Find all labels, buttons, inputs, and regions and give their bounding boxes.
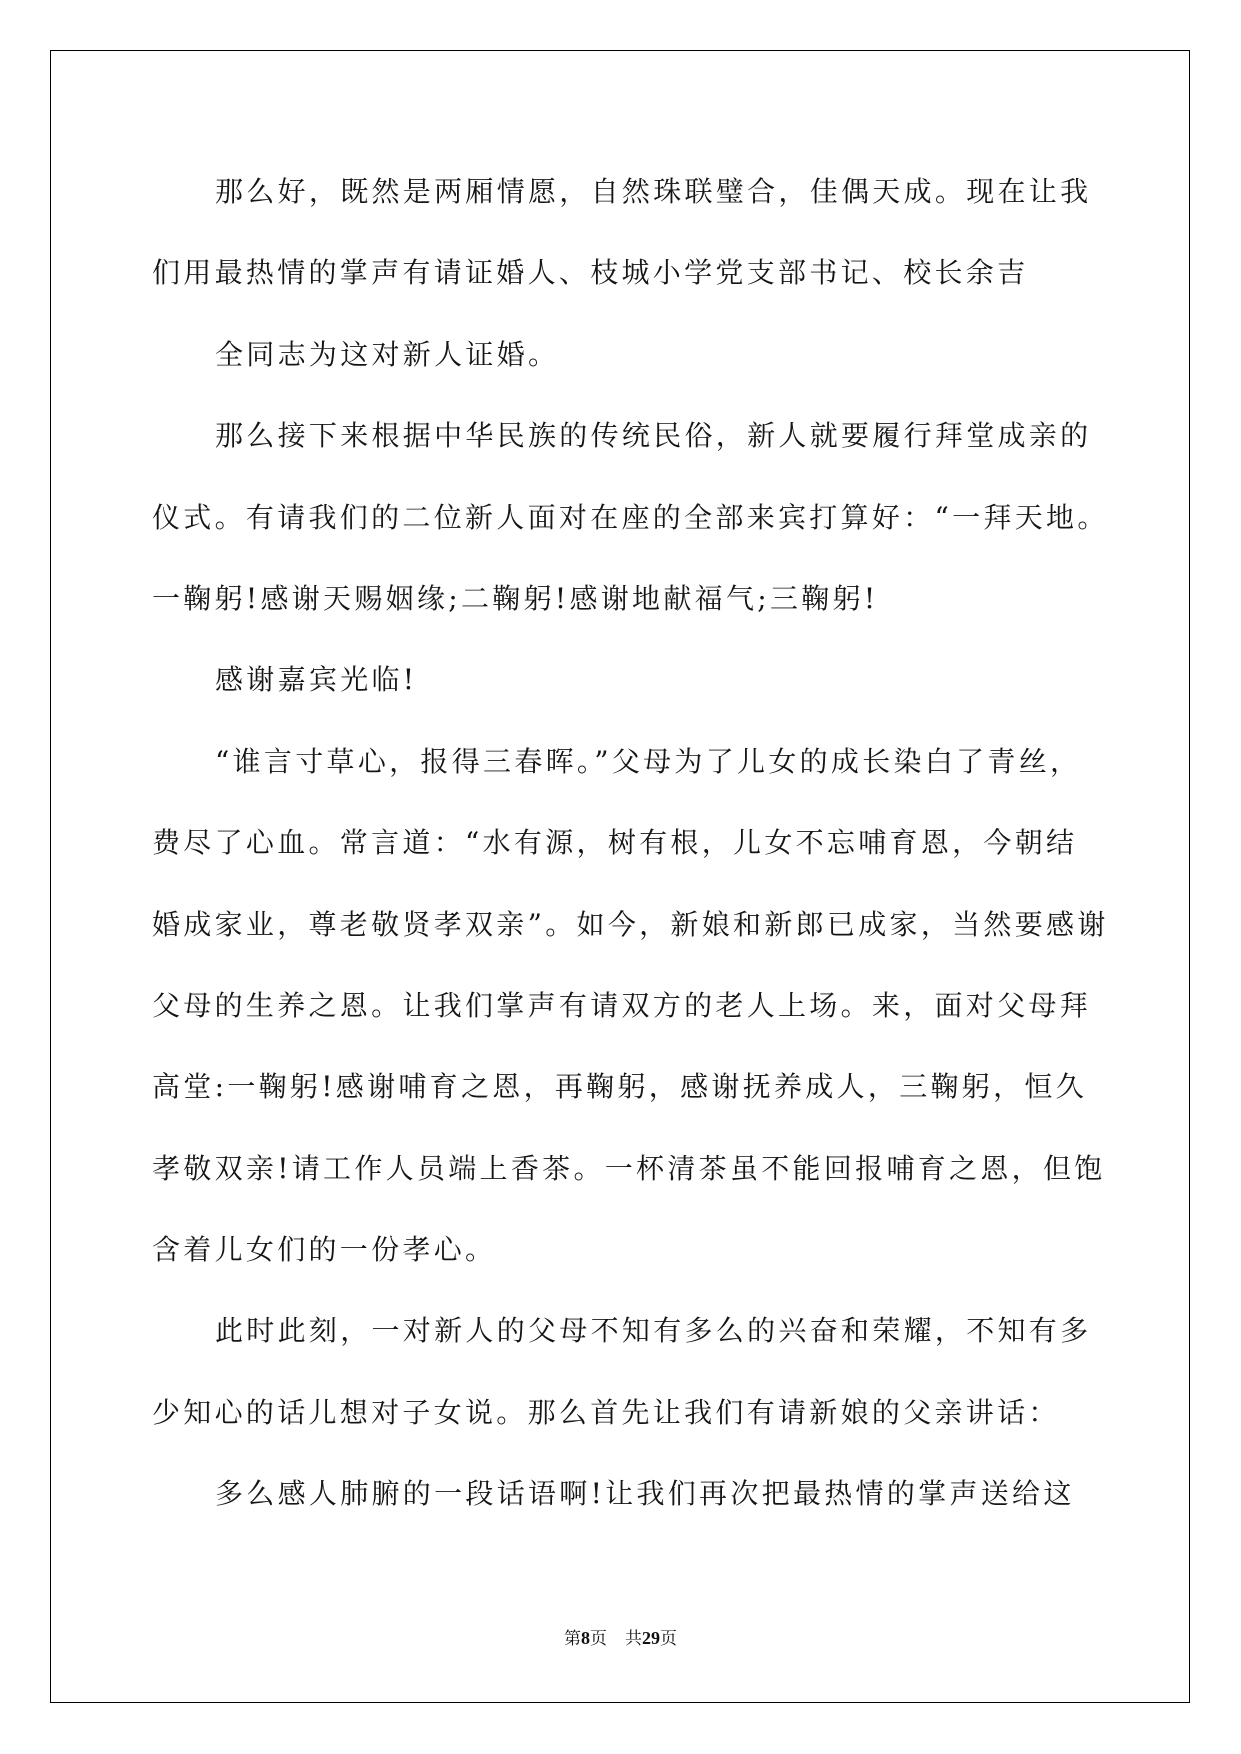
page-number: 8 — [581, 1628, 590, 1648]
text-line: 此时此刻，一对新人的父母不知有多么的兴奋和荣耀，不知有多 — [215, 1314, 1092, 1348]
text-line: 全同志为这对新人证婚。 — [215, 337, 560, 371]
total-pages: 29 — [642, 1628, 660, 1648]
page-prefix: 第 — [564, 1629, 581, 1649]
text-line: 少知心的话儿想对子女说。那么首先让我们有请新娘的父亲讲话： — [152, 1395, 1060, 1429]
page-footer — [0, 1626, 1241, 1651]
text-line: 孝敬双亲!请工作人员端上香茶。一杯清茶虽不能回报哺育之恩，但饱 — [152, 1151, 1106, 1185]
text-line: 父母的生养之恩。让我们掌声有请双方的老人上场。来，面对父母拜 — [152, 988, 1092, 1022]
text-line: 们用最热情的掌声有请证婚人、枝城小学党支部书记、校长余吉 — [152, 256, 1029, 290]
text-line: 感谢嘉宾光临! — [215, 663, 418, 697]
page-suffix: 页 — [590, 1629, 607, 1649]
text-line: 仪式。有请我们的二位新人面对在座的全部来宾打算好：“一拜天地。 — [152, 500, 1109, 534]
text-line: “谁言寸草心，报得三春晖。”父母为了儿女的成长染白了青丝， — [215, 744, 1082, 778]
total-suffix: 页 — [660, 1629, 677, 1649]
text-line: 那么好，既然是两厢情愿，自然珠联璧合，佳偶天成。现在让我 — [215, 175, 1092, 208]
text-line: 费尽了心血。常言道：“水有源，树有根，儿女不忘哺育恩，今朝结 — [152, 826, 1078, 860]
text-line: 婚成家业，尊老敬贤孝双亲”。如今，新娘和新郎已成家，当然要感谢 — [152, 907, 1109, 941]
text-line: 高堂:一鞠躬!感谢哺育之恩，再鞠躬，感谢抚养成人，三鞠躬，恒久 — [152, 1070, 1087, 1104]
text-line: 多么感人肺腑的一段话语啊!让我们再次把最热情的掌声送给这 — [215, 1477, 1075, 1511]
text-line: 那么接下来根据中华民族的传统民俗，新人就要履行拜堂成亲的 — [215, 419, 1092, 453]
text-line: 一鞠躬!感谢天赐姻缘;二鞠躬!感谢地献福气;三鞠躬! — [152, 581, 879, 615]
document-body — [152, 151, 1152, 1535]
text-line: 含着儿女们的一份孝心。 — [152, 1233, 497, 1267]
total-prefix: 共 — [625, 1629, 642, 1649]
